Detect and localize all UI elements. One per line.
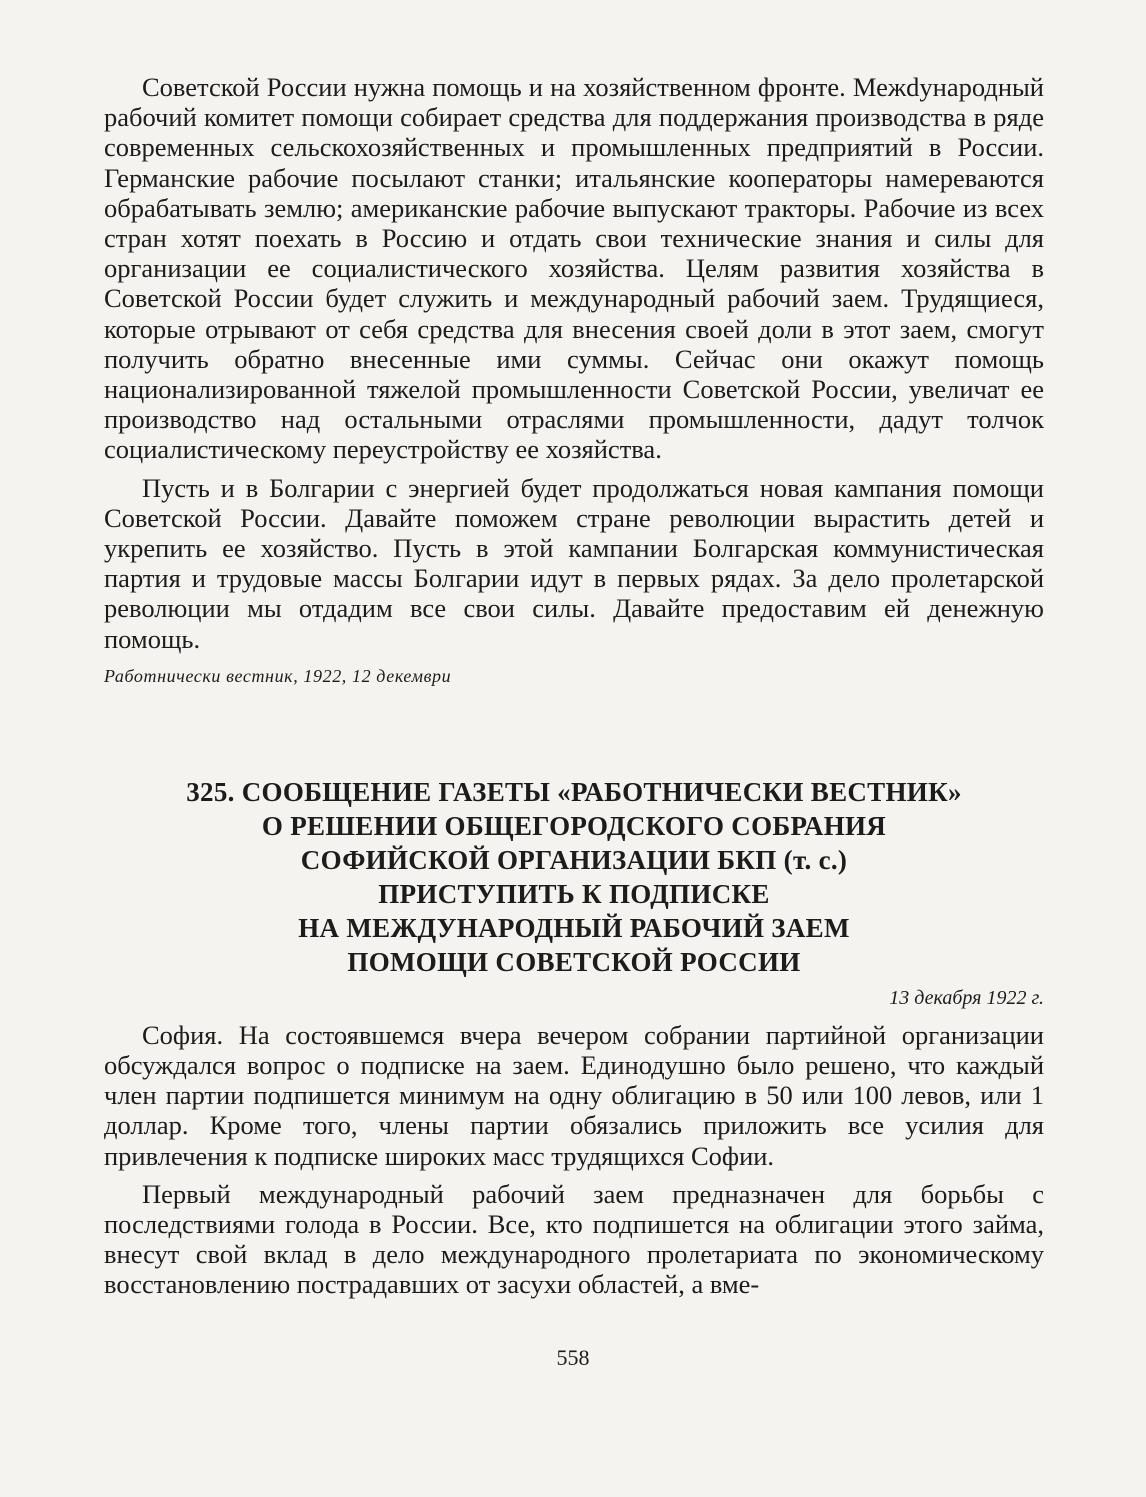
heading-line: 325. СООБЩЕНИЕ ГАЗЕТЫ «РАБОТНИЧЕСКИ ВЕСТНИК» [186, 776, 962, 807]
heading-line: НА МЕЖДУНАРОДНЫЙ РАБОЧИЙ ЗАЕМ [298, 912, 850, 943]
page-content [104, 72, 1044, 1300]
paragraph-bulgaria-campaign: Пусть и в Болгарии с энергией будет продолжаться новая кампания помощи Советской России. Давайте поможем стране революции вырастить детей и укрепить ее хозяйство. Пусть в этой кампании Болгарская коммунистическая партия и трудовые массы Болгарии идут в первых рядах. За дело пролетарской революции мы отдадим все свои силы. Давайте предоставим ей денежную помощь. [104, 472, 1044, 654]
paragraph-sofia-meeting: София. На состоявшемся вчера вечером собрании партийной организации обсуждался вопрос о подписке на заем. Единодушно было решено, что каждый член партии подпишется минимум на одну облигацию в 50 или 100 левов, или 1 доллар. Кроме того, члены партии обязались приложить все усилия для привлечения к подписке широких масс трудящихся Софии. [104, 1019, 1044, 1171]
paragraph-economic-front: Советской России нужна помощь и на хозяйственном фронте. Межdународный рабочий комитет помощи собирает средства для поддержания производства в ряде современных сельскохозяйственных и промышленных предприятий в России. Германские рабочие посылают станки; итальянские кооператоры намереваются обрабатывать землю; американские рабочие выпускают тракторы. Рабочие из всех стран хотят поехать в Россию и отдать свои технические знания и силы для организации ее социалистического хозяйства. Целям развития хозяйства в Советской России будет служить и международный рабочий заем. Трудящиеся, которые отрывают от себя средства для внесения своей доли в этот заем, смогут получить обратно внесенные ими суммы. Сейчас они окажут помощь национализированной тяжелой промышленности Советской России, увеличат ее производство над остальными отраслями промышленности, дадут толчок социалистическому переустройству ее хозяйства. [104, 72, 1044, 465]
paragraph-first-loan: Первый международный рабочий заем предназначен для борьбы с последствиями голода в России. Все, кто подпишется на облигации этого займа, внесут свой вклад в дело международного пролетариата по экономическому восстановлению пострадавших от засухи областей, а вме- [104, 1178, 1044, 1300]
source-citation: Работнически вестник, 1922, 12 декември [104, 665, 452, 686]
heading-line: ПРИСТУПИТЬ К ПОДПИСКЕ [378, 878, 770, 909]
document-heading [104, 775, 1044, 979]
page-number: 558 [556, 1345, 590, 1370]
document-date: 13 декабря 1922 г. [889, 986, 1044, 1009]
heading-line: СОФИЙСКОЙ ОРГАНИЗАЦИИ БКП (т. с.) [300, 844, 848, 875]
heading-line: О РЕШЕНИИ ОБЩЕГОРОДСКОГО СОБРАНИЯ [261, 810, 887, 841]
heading-line: ПОМОЩИ СОВЕТСКОЙ РОССИИ [347, 946, 801, 977]
